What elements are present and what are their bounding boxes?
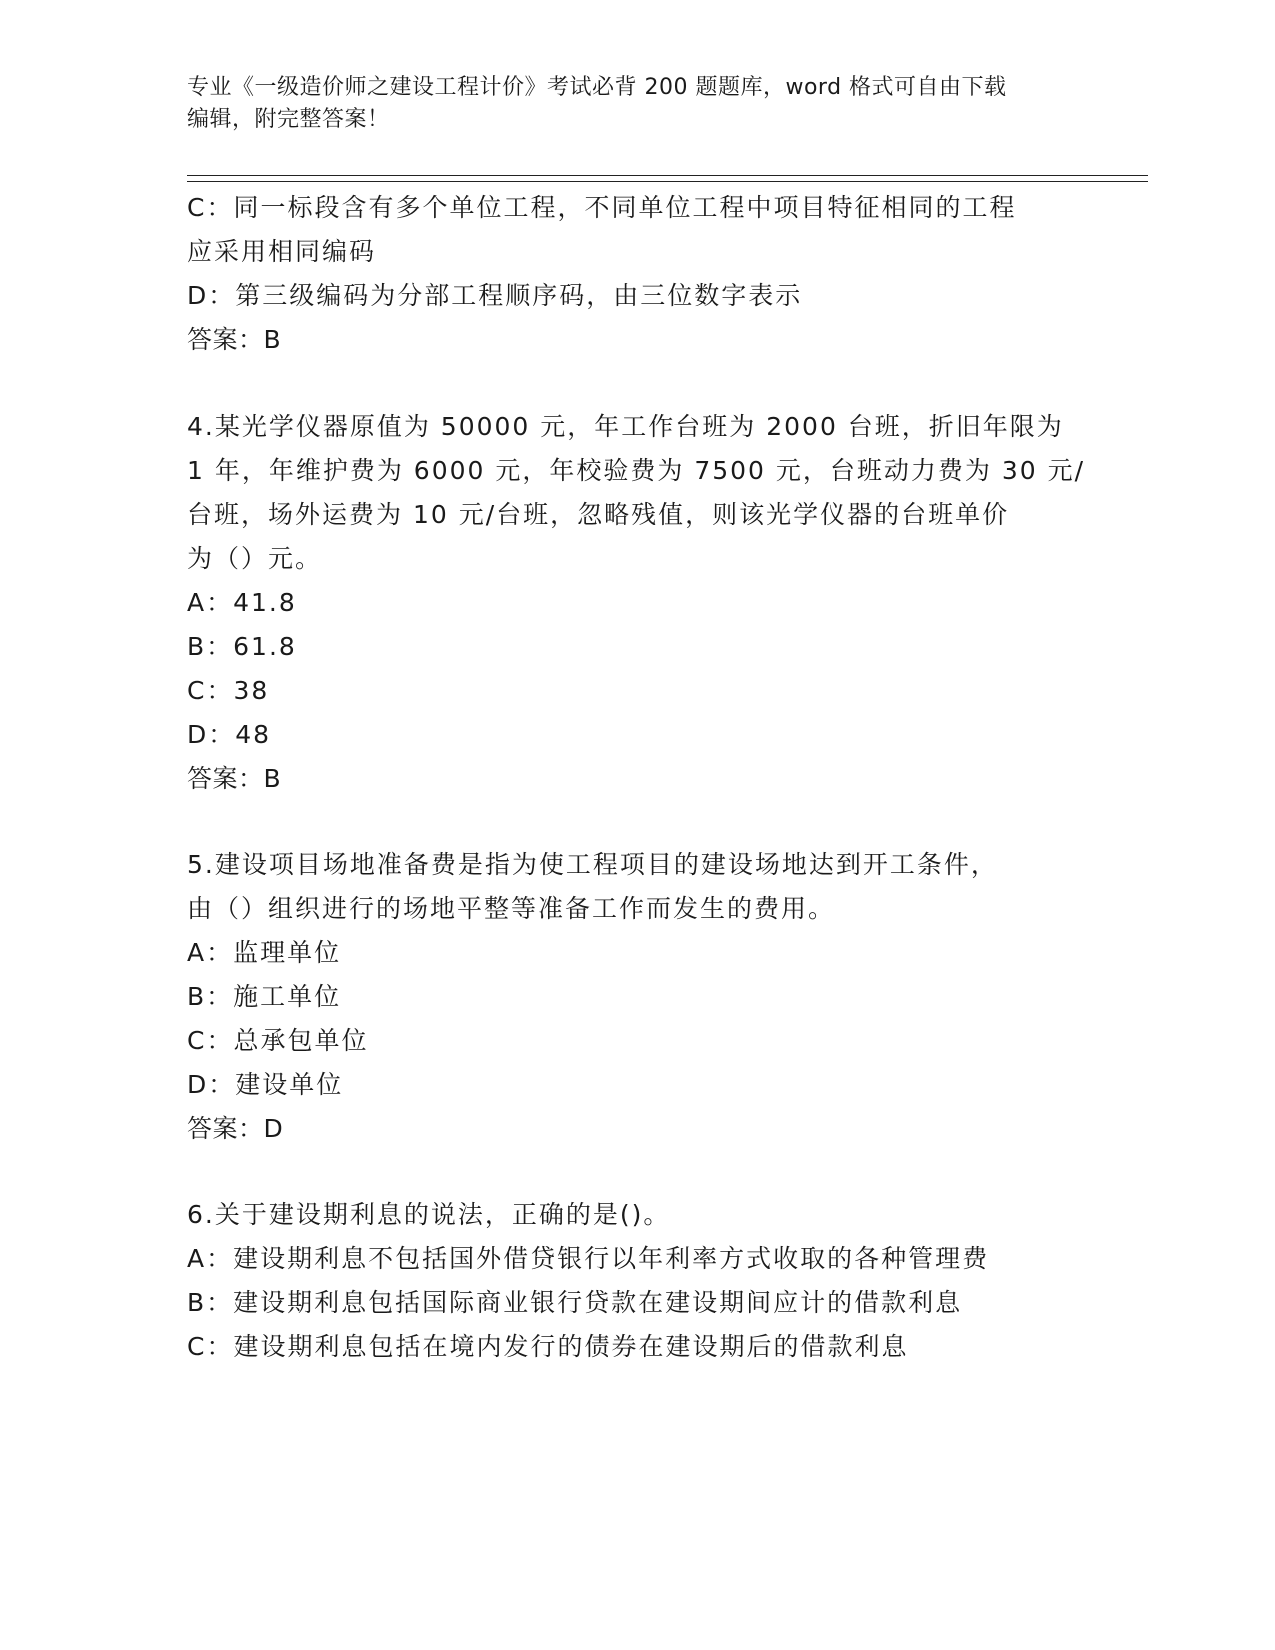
q4-stem-line3: 台班，场外运费为 10 元/台班，忽略残值，则该光学仪器的台班单价 bbox=[187, 500, 1010, 529]
q4-option-c: C：38 bbox=[187, 676, 270, 705]
q4-option-b: B：61.8 bbox=[187, 632, 297, 661]
q5-option-d: D：建设单位 bbox=[187, 1070, 344, 1099]
q4-answer: 答案：B bbox=[187, 764, 282, 793]
q4-stem-line4: 为（）元。 bbox=[187, 544, 323, 573]
q4-stem-line2: 1 年，年维护费为 6000 元，年校验费为 7500 元，台班动力费为 30 元/ bbox=[187, 456, 1086, 485]
q4-option-a: A：41.8 bbox=[187, 588, 297, 617]
q5-stem-line1: 5.建设项目场地准备费是指为使工程项目的建设场地达到开工条件， bbox=[187, 850, 998, 879]
q6-option-c: C：建设期利息包括在境内发行的债券在建设期后的借款利息 bbox=[187, 1332, 909, 1361]
q6-option-b: B：建设期利息包括国际商业银行贷款在建设期间应计的借款利息 bbox=[187, 1288, 963, 1317]
q3-option-c-line2: 应采用相同编码 bbox=[187, 237, 377, 266]
header-divider-bottom bbox=[187, 181, 1148, 182]
q5-option-b: B：施工单位 bbox=[187, 982, 342, 1011]
q4-option-d: D：48 bbox=[187, 720, 272, 749]
q3-option-c-line1: C：同一标段含有多个单位工程，不同单位工程中项目特征相同的工程 bbox=[187, 193, 1017, 222]
q5-answer: 答案：D bbox=[187, 1114, 284, 1143]
q6-stem-line1: 6.关于建设期利息的说法，正确的是()。 bbox=[187, 1200, 671, 1229]
q5-option-c: C：总承包单位 bbox=[187, 1026, 369, 1055]
q4-stem-line1: 4.某光学仪器原值为 50000 元，年工作台班为 2000 台班，折旧年限为 bbox=[187, 412, 1064, 441]
q5-stem-line2: 由（）组织进行的场地平整等准备工作而发生的费用。 bbox=[187, 894, 836, 923]
q6-option-a: A：建设期利息不包括国外借贷银行以年利率方式收取的各种管理费 bbox=[187, 1244, 990, 1273]
q5-option-a: A：监理单位 bbox=[187, 938, 342, 967]
header-title-line-2: 编辑，附完整答案！ bbox=[187, 107, 390, 132]
q3-option-d: D：第三级编码为分部工程顺序码，由三位数字表示 bbox=[187, 281, 803, 310]
q3-answer: 答案：B bbox=[187, 325, 282, 354]
header-divider-top bbox=[187, 175, 1148, 176]
document-header bbox=[187, 72, 1067, 136]
header-title-line: 专业《一级造价师之建设工程计价》考试必背 200 题题库，word 格式可自由下载 bbox=[187, 75, 1007, 100]
